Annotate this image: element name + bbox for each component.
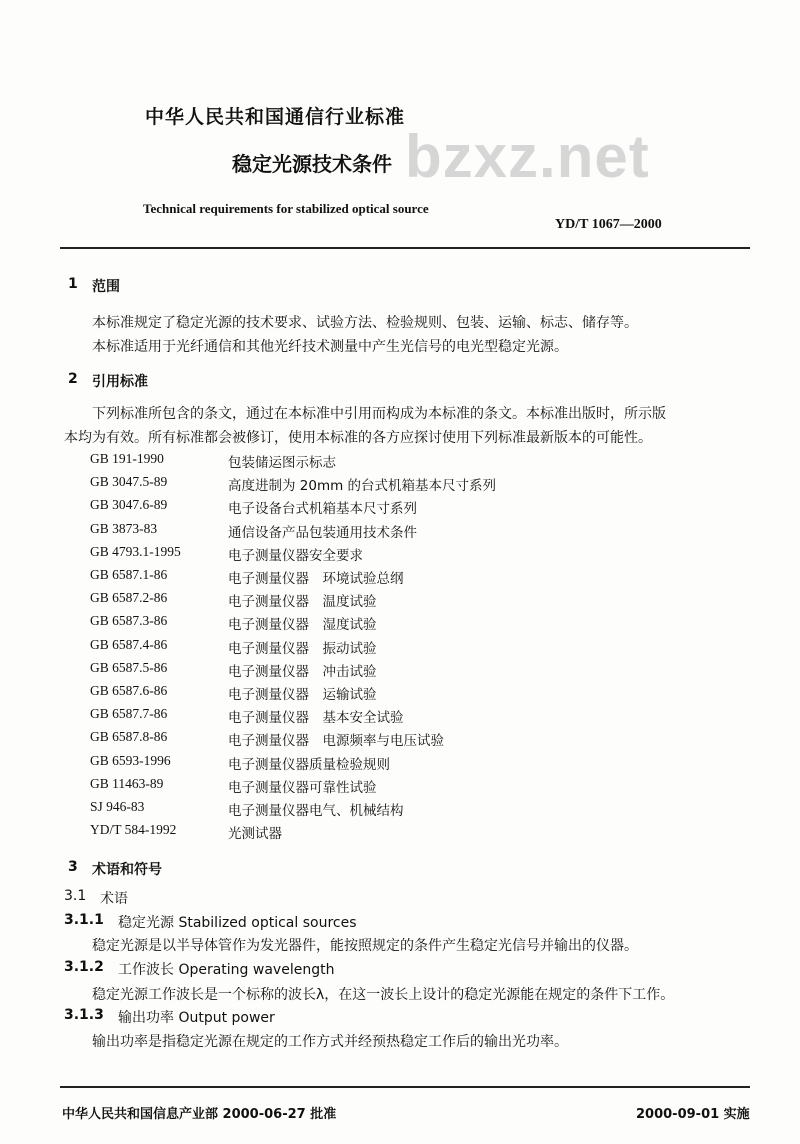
term-num: 3.1.2 <box>64 959 104 975</box>
section-1-num: 1 <box>68 276 78 292</box>
ref-code: GB 4793.1-1995 <box>90 543 181 559</box>
ref-title: 电子测量仪器安全要求 <box>228 547 363 564</box>
section-3-title: 术语和符号 <box>92 862 162 878</box>
ref-code: GB 3873-83 <box>90 520 158 536</box>
s2-line: 下列标准所包含的条文，通过在本标准中引用而构成为本标准的条文。本标准出版时，所示版 <box>92 406 666 422</box>
approval-line: 中华人民共和国信息产业部 2000-06-27 批准 <box>62 1107 337 1122</box>
term-title: 工作波长 Operating wavelength <box>118 962 335 978</box>
ref-code: GB 3047.5-89 <box>90 474 168 490</box>
ref-title: 电子测量仪器 温度试验 <box>228 594 377 611</box>
ref-title: 电子测量仪器 湿度试验 <box>228 617 377 634</box>
ref-code: GB 191-1990 <box>90 451 164 466</box>
watermark: bzxz.net <box>405 123 650 190</box>
ref-title: 高度进制为 20mm 的台式机箱基本尺寸系列 <box>228 478 497 495</box>
ref-code: GB 3047.6-89 <box>90 497 168 513</box>
ref-code: GB 6587.2-86 <box>90 590 168 606</box>
section-2-title: 引用标准 <box>92 374 148 390</box>
ref-title: 电子测量仪器 冲击试验 <box>228 663 377 680</box>
ref-code: GB 6587.1-86 <box>90 567 168 582</box>
ref-code: GB 6587.4-86 <box>90 636 168 652</box>
ref-code: GB 6587.7-86 <box>90 706 168 722</box>
term-num: 3.1.1 <box>64 912 104 928</box>
ref-title: 通信设备产品包装通用技术条件 <box>228 524 417 541</box>
ref-title: 电子测量仪器 振动试验 <box>228 640 377 657</box>
s1-line: 本标准规定了稳定光源的技术要求、试验方法、检验规则、包装、运输、标志、储存等。 <box>92 315 638 331</box>
term-text: 输出功率是指稳定光源在规定的工作方式并经预热稳定工作后的输出光功率。 <box>92 1034 568 1050</box>
sub-3-1-title: 术语 <box>100 891 128 907</box>
ref-title: 光测试器 <box>228 826 282 843</box>
ref-title: 电子测量仪器 电源频率与电压试验 <box>228 733 444 750</box>
ref-code: GB 6587.3-86 <box>90 613 168 629</box>
ref-code: GB 6593-1996 <box>90 752 171 768</box>
ref-title: 电子设备台式机箱基本尺寸系列 <box>228 501 417 518</box>
sub-3-1-num: 3.1 <box>64 888 87 904</box>
ref-title: 电子测量仪器可靠性试验 <box>228 779 377 796</box>
section-3-num: 3 <box>68 859 78 875</box>
ref-code: GB 11463-89 <box>90 775 164 791</box>
ref-title: 电子测量仪器质量检验规则 <box>228 756 390 773</box>
ref-code: GB 6587.6-86 <box>90 683 168 698</box>
title-cn: 稳定光源技术条件 <box>232 152 392 176</box>
ref-title: 电子测量仪器 运输试验 <box>228 687 377 703</box>
ref-title: 电子测量仪器电气、机械结构 <box>228 803 404 819</box>
term-text: 稳定光源是以半导体管作为发光器件，能按照规定的条件产生稳定光信号并输出的仪器。 <box>92 938 638 954</box>
ref-code: YD/T 584-1992 <box>90 822 177 838</box>
title-en: Technical requirements for stabilized optical source <box>143 201 429 216</box>
ref-title: 电子测量仪器 环境试验总纲 <box>228 571 404 587</box>
ref-code: GB 6587.8-86 <box>90 729 168 745</box>
term-title: 稳定光源 Stabilized optical sources <box>118 915 357 931</box>
section-1-title: 范围 <box>92 279 120 295</box>
s2-line: 本均为有效。所有标准都会被修订，使用本标准的各方应探讨使用下列标准最新版本的可能性。 <box>64 430 652 446</box>
term-title: 输出功率 Output power <box>118 1010 275 1026</box>
ref-code: GB 6587.5-86 <box>90 659 168 675</box>
ref-title: 包装储运图示标志 <box>228 455 336 471</box>
ref-code: SJ 946-83 <box>90 799 145 814</box>
footer-rule <box>60 1086 750 1088</box>
header-rule <box>60 247 750 249</box>
effective-date: 2000-09-01 实施 <box>636 1107 750 1122</box>
standard-code: YD/T 1067—2000 <box>555 217 662 232</box>
section-2-num: 2 <box>68 371 78 387</box>
s1-line: 本标准适用于光纤通信和其他光纤技术测量中产生光信号的电光型稳定光源。 <box>92 339 568 355</box>
org-line: 中华人民共和国通信行业标准 <box>145 106 406 128</box>
ref-title: 电子测量仪器 基本安全试验 <box>228 710 404 727</box>
term-text: 稳定光源工作波长是一个标称的波长λ，在这一波长上设计的稳定光源能在规定的条件下工作。 <box>92 987 675 1003</box>
term-num: 3.1.3 <box>64 1007 104 1023</box>
